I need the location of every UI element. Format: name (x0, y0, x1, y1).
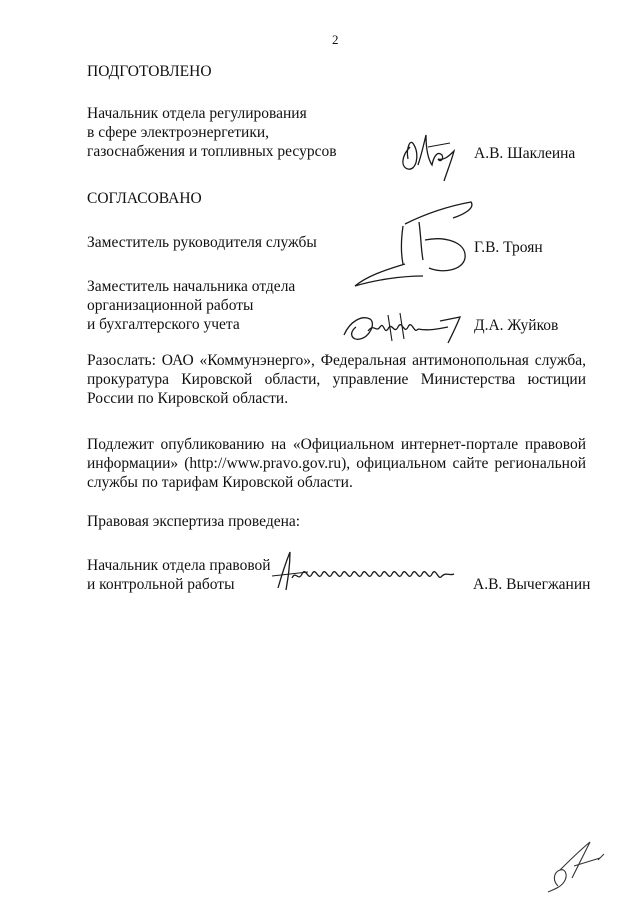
agreed-signer-1-name: Г.В. Троян (474, 239, 543, 256)
agreed-signer-1-position (87, 233, 317, 252)
distribution-paragraph: Разослать: ОАО «Коммунэнерго», Федеральная антимонопольная служба, прокуратура Кировской области, управление Министерства юстиции России по Кировской области. (87, 352, 586, 407)
signature-shakleina (398, 125, 468, 187)
agreed-signer-2-name: Д.А. Жуйков (474, 317, 559, 334)
prepared-signer-name: А.В. Шаклеина (474, 145, 576, 162)
prepared-heading: ПОДГОТОВЛЕНО (87, 63, 212, 80)
signature-zhuykov (340, 305, 465, 349)
publication-paragraph: Подлежит опубликованию на «Официальном интернет-портале правовой информации» (http://www.pravo.gov.ru), официальном сайте региональной службы по тарифам Кировской области. (87, 436, 586, 491)
legal-review-position (87, 556, 271, 594)
legal-review-signer-name: А.В. Вычегжанин (473, 576, 591, 593)
page-number: 2 (332, 32, 339, 47)
prepared-position-line: газоснабжения и топливных ресурсов (87, 143, 337, 160)
agreed-position-line: Заместитель начальника отдела (87, 278, 296, 295)
agreed-signer-2-position (87, 277, 295, 334)
signature-vychegzhanin (268, 548, 458, 594)
agreed-position-line: и бухгалтерского учета (87, 316, 240, 333)
legal-review-statement: Правовая экспертиза проведена: (87, 513, 301, 530)
initials-mark (538, 836, 610, 896)
agreed-position-line: организационной работы (87, 297, 254, 314)
agreed-position-line: Заместитель руководителя службы (87, 234, 317, 251)
prepared-position (87, 104, 337, 161)
prepared-position-line: в сфере электроэнергетики, (87, 124, 270, 141)
agreed-heading: СОГЛАСОВАНО (87, 190, 202, 207)
legal-review-position-line: и контрольной работы (87, 576, 235, 593)
signature-troyan (345, 196, 480, 292)
prepared-position-line: Начальник отдела регулирования (87, 105, 307, 122)
legal-review-position-line: Начальник отдела правовой (87, 557, 271, 574)
